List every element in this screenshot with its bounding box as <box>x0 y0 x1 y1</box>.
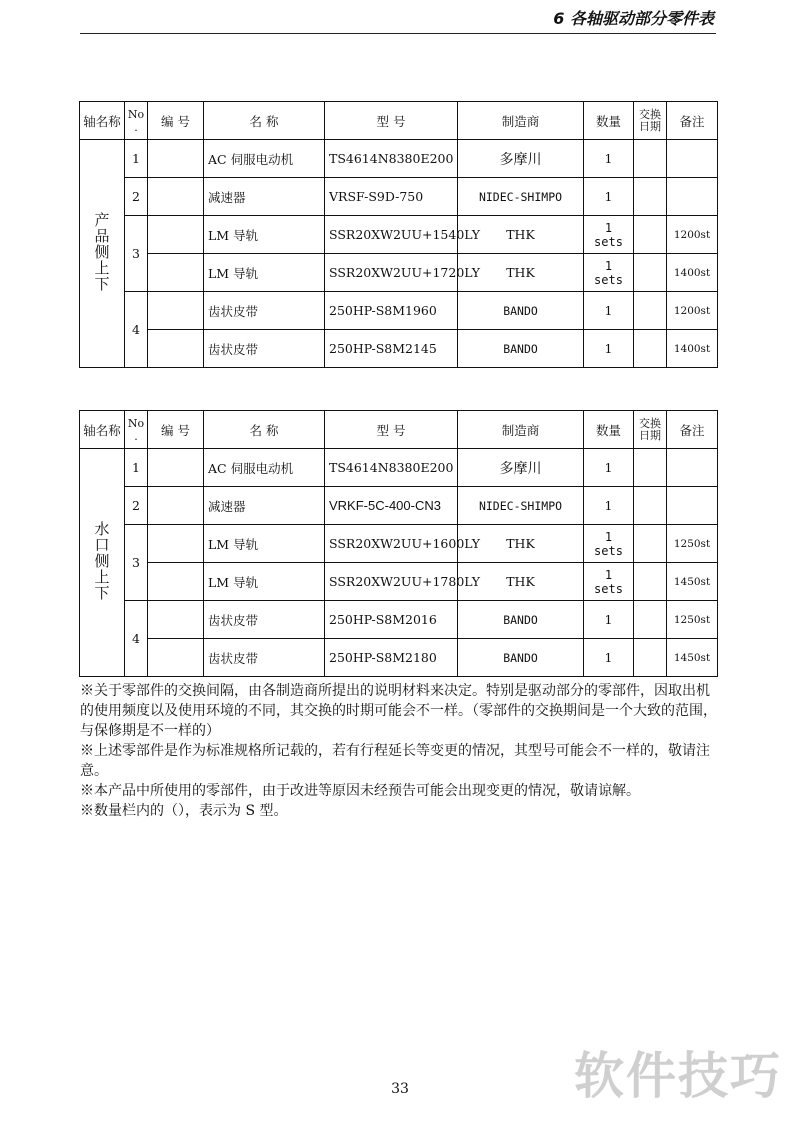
row-remark: 1450st <box>667 563 718 601</box>
row-code <box>148 140 204 178</box>
row-qty-value: 1 <box>604 529 613 544</box>
row-remark: 1400st <box>667 254 718 292</box>
col-code: 编 号 <box>148 102 204 140</box>
row-period <box>634 292 667 330</box>
row-code <box>148 254 204 292</box>
col-period-bottom: 日期 <box>639 119 661 133</box>
col-no-top: No <box>127 107 145 121</box>
row-qty-value: 1 <box>604 220 613 235</box>
parts-table-sprue-side <box>79 410 718 677</box>
col-remark: 备注 <box>667 102 718 140</box>
col-name: 名 称 <box>204 102 325 140</box>
col-period-top: 交换 <box>639 416 661 430</box>
footnote: ※关于零部件的交换间隔，由各制造商所提出的说明材料来决定。特别是驱动部分的零部件，因取出机的使用频度以及使用环境的不同，其交换的时期可能会不一样。（零部件的交换期间是一个大致的范围，与保修期是不一样的） <box>80 683 717 739</box>
col-period <box>634 411 667 449</box>
row-remark: 1200st <box>667 292 718 330</box>
col-no <box>125 411 148 449</box>
row-name: AC 伺服电动机 <box>204 449 325 487</box>
row-maker: NIDEC-SHIMPO <box>458 487 584 525</box>
table-row <box>80 330 718 368</box>
footnotes <box>80 681 720 821</box>
row-remark: 1400st <box>667 330 718 368</box>
row-name: LM 导轨 <box>204 563 325 601</box>
row-no: 3 <box>125 525 148 601</box>
col-name: 名 称 <box>204 411 325 449</box>
col-model: 型 号 <box>325 411 458 449</box>
row-maker: BANDO <box>458 601 584 639</box>
row-period <box>634 449 667 487</box>
col-no <box>125 102 148 140</box>
row-maker: THK <box>458 254 584 292</box>
row-qty <box>584 563 634 601</box>
row-model: SSR20XW2UU+1600LY <box>325 525 458 563</box>
row-maker: NIDEC-SHIMPO <box>458 178 584 216</box>
table-row <box>80 140 718 178</box>
row-remark: 1450st <box>667 639 718 677</box>
row-qty-unit: sets <box>594 234 623 249</box>
row-code <box>148 178 204 216</box>
row-qty-value: 1 <box>604 567 613 582</box>
table-row <box>80 639 718 677</box>
col-qty: 数量 <box>584 102 634 140</box>
row-remark: 1250st <box>667 601 718 639</box>
col-axis-name: 轴名称 <box>80 102 125 140</box>
row-period <box>634 178 667 216</box>
row-period <box>634 487 667 525</box>
table-row <box>80 487 718 525</box>
row-model: 250HP-S8M2016 <box>325 601 458 639</box>
row-name: 减速器 <box>204 487 325 525</box>
row-qty-value: 1 <box>604 258 613 273</box>
watermark: 软件技巧 <box>574 1047 782 1105</box>
parts-table-product-side <box>79 101 718 368</box>
row-maker: BANDO <box>458 330 584 368</box>
row-period <box>634 601 667 639</box>
footnote: ※数量栏内的（），表示为 S 型。 <box>80 803 288 819</box>
col-maker: 制造商 <box>458 102 584 140</box>
col-period-bottom: 日期 <box>639 428 661 442</box>
axis-name-label: 水口侧上下 <box>92 521 111 601</box>
row-model: TS4614N8380E200 <box>325 449 458 487</box>
row-name: 齿状皮带 <box>204 601 325 639</box>
col-no-bottom: . <box>134 429 138 443</box>
col-no-top: No <box>127 416 145 430</box>
footnote: ※上述零部件是作为标准规格所记载的，若有行程延长等变更的情况，其型号可能会不一样的，敬请注意。 <box>80 743 710 779</box>
row-maker: THK <box>458 525 584 563</box>
row-qty <box>584 254 634 292</box>
row-qty: 1 <box>584 140 634 178</box>
col-remark: 备注 <box>667 411 718 449</box>
row-qty <box>584 525 634 563</box>
row-maker: THK <box>458 563 584 601</box>
col-axis-name: 轴名称 <box>80 411 125 449</box>
row-model: 250HP-S8M1960 <box>325 292 458 330</box>
row-period <box>634 254 667 292</box>
row-qty: 1 <box>584 292 634 330</box>
row-code <box>148 563 204 601</box>
row-name: AC 伺服电动机 <box>204 140 325 178</box>
row-no: 2 <box>125 178 148 216</box>
row-qty: 1 <box>584 449 634 487</box>
row-code <box>148 292 204 330</box>
row-model: SSR20XW2UU+1540LY <box>325 216 458 254</box>
row-code <box>148 330 204 368</box>
row-name: 齿状皮带 <box>204 330 325 368</box>
row-no: 1 <box>125 140 148 178</box>
row-period <box>634 563 667 601</box>
row-name: LM 导轨 <box>204 254 325 292</box>
row-remark: 1200st <box>667 216 718 254</box>
col-no-bottom: . <box>134 120 138 134</box>
row-model: VRSF-S9D-750 <box>325 178 458 216</box>
row-remark <box>667 178 718 216</box>
row-period <box>634 216 667 254</box>
page-number: 33 <box>391 1081 409 1097</box>
header-rule <box>80 33 716 34</box>
col-code: 编 号 <box>148 411 204 449</box>
row-model: 250HP-S8M2180 <box>325 639 458 677</box>
row-qty: 1 <box>584 330 634 368</box>
row-code <box>148 449 204 487</box>
row-maker: 多摩川 <box>458 449 584 487</box>
row-name: 齿状皮带 <box>204 639 325 677</box>
page-header-title: 6 各轴驱动部分零件表 <box>553 9 714 28</box>
row-name: LM 导轨 <box>204 525 325 563</box>
axis-name-cell <box>80 449 125 677</box>
row-model: TS4614N8380E200 <box>325 140 458 178</box>
row-name: 减速器 <box>204 178 325 216</box>
row-qty: 1 <box>584 487 634 525</box>
row-remark <box>667 449 718 487</box>
row-code <box>148 216 204 254</box>
row-code <box>148 601 204 639</box>
row-code <box>148 525 204 563</box>
row-period <box>634 639 667 677</box>
row-maker: BANDO <box>458 292 584 330</box>
row-name: 齿状皮带 <box>204 292 325 330</box>
row-no: 2 <box>125 487 148 525</box>
col-period-top: 交换 <box>639 107 661 121</box>
table-row <box>80 449 718 487</box>
row-no: 3 <box>125 216 148 292</box>
row-qty-unit: sets <box>594 272 623 287</box>
col-period <box>634 102 667 140</box>
row-period <box>634 140 667 178</box>
row-remark <box>667 140 718 178</box>
axis-name-cell <box>80 140 125 368</box>
table-row <box>80 178 718 216</box>
row-remark: 1250st <box>667 525 718 563</box>
row-model: 250HP-S8M2145 <box>325 330 458 368</box>
row-code <box>148 639 204 677</box>
col-model: 型 号 <box>325 102 458 140</box>
row-remark <box>667 487 718 525</box>
table-row <box>80 601 718 639</box>
row-qty: 1 <box>584 178 634 216</box>
axis-name-label: 产品侧上下 <box>92 212 111 292</box>
col-qty: 数量 <box>584 411 634 449</box>
table-row <box>80 292 718 330</box>
row-period <box>634 330 667 368</box>
row-period <box>634 525 667 563</box>
row-qty-unit: sets <box>594 543 623 558</box>
row-model: SSR20XW2UU+1720LY <box>325 254 458 292</box>
row-maker: 多摩川 <box>458 140 584 178</box>
row-name: LM 导轨 <box>204 216 325 254</box>
footnote: ※本产品中所使用的零部件，由于改进等原因未经预告可能会出现变更的情况，敬请谅解。 <box>80 783 640 799</box>
row-model: VRKF-5C-400-CN3 <box>325 487 458 525</box>
row-qty <box>584 216 634 254</box>
table-row <box>80 563 718 601</box>
row-maker: THK <box>458 216 584 254</box>
row-no: 1 <box>125 449 148 487</box>
table-row <box>80 525 718 563</box>
row-qty: 1 <box>584 601 634 639</box>
row-no: 4 <box>125 601 148 677</box>
row-model: SSR20XW2UU+1780LY <box>325 563 458 601</box>
row-maker: BANDO <box>458 639 584 677</box>
col-maker: 制造商 <box>458 411 584 449</box>
table-row <box>80 216 718 254</box>
row-code <box>148 487 204 525</box>
row-no: 4 <box>125 292 148 368</box>
row-qty: 1 <box>584 639 634 677</box>
table-row <box>80 254 718 292</box>
row-qty-unit: sets <box>594 581 623 596</box>
